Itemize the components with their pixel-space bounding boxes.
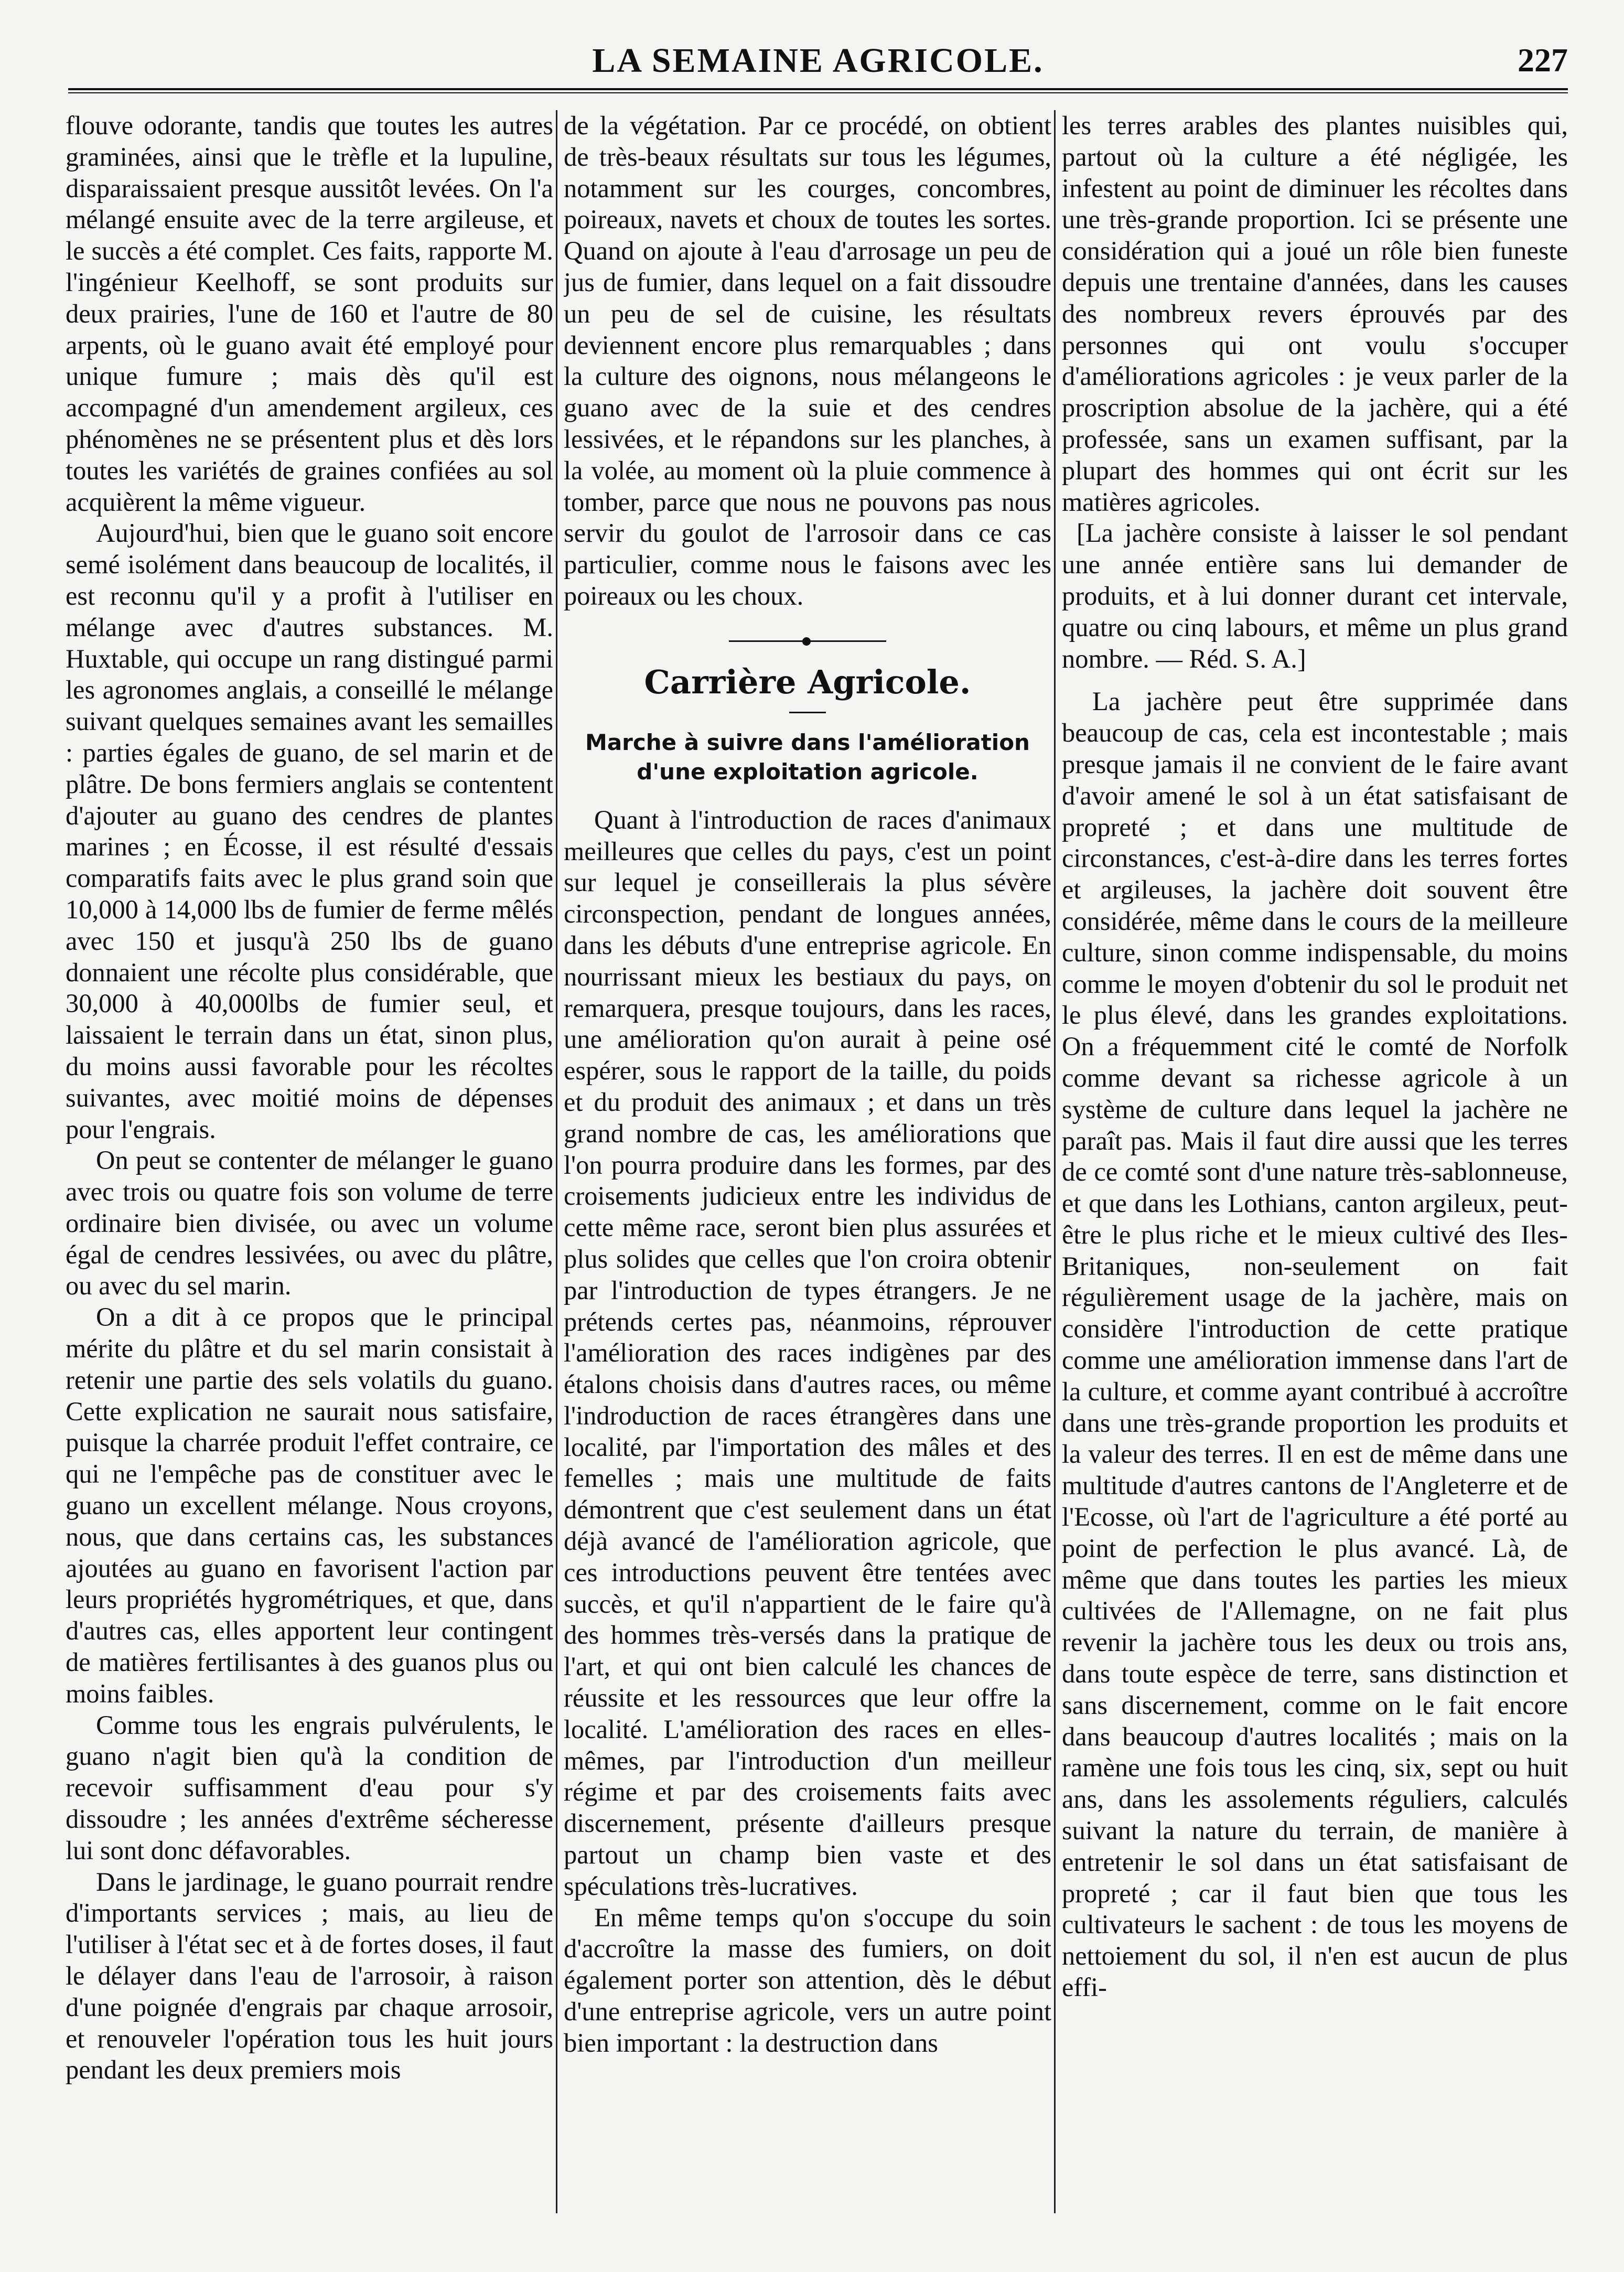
section-separator (729, 637, 886, 645)
paragraph: En même temps qu'on s'occupe du soin d'accroître la masse des fumiers, on doit également porter son attention, dès le début d'une entreprise agricole, vers un autre point bien important : la destruction dans (564, 1902, 1051, 2057)
paragraph: Aujourd'hui, bien que le guano soit encore semé isolément dans beaucoup de localités, il est reconnu qu'il y a profit à l'utiliser en mélange avec d'autres substances. M. Huxtable, qui occupe un rang distingué parmi les agronomes anglais, a conseillé le mélange suivant quelques semaines avant les semailles : parties égales de guano, de sel marin et de plâtre. De bons fermiers anglais se contentent d'ajouter au guano des cendres de plantes marines ; en Écosse, il est résulté d'essais comparatifs faits avec le plus grand soin que 10,000 à 14,000 lbs de fumier de ferme mêlés avec 150 et jusqu'à 250 lbs de guano donnaient une récolte plus considérable, que 30,000 à 40,000lbs de fumier seul, et laissaient le terrain dans un état, sinon plus, du moins aussi favorable pour les récoltes suivantes, avec moitié moins de dépenses pour l'engrais. (66, 518, 553, 1144)
paragraph: les terres arables des plantes nuisibles qui, partout où la culture a été négligée, les infestent au point de diminuer les récoltes dans une très-grande proportion. Ici se présente une considération qui a joué un rôle bien funeste depuis une trentaine d'années, dans les causes des nombreux revers éprouvés par des personnes qui ont voulu s'occuper d'améliorations agricoles : je veux parler de la proscription absolue de la jachère, qui a été professée, sans un examen suffisant, par la plupart des hommes qui ont écrit sur les matières agricoles. (1062, 111, 1568, 517)
column-1 (66, 110, 553, 2219)
paragraph: Comme tous les engrais pulvérulents, le guano n'agit bien qu'à la condition de recevoir suffisamment d'eau pour s'y dissoudre ; les années d'extrême sécheresse lui sont donc défavorables. (66, 1710, 553, 1865)
paragraph: flouve odorante, tandis que toutes les autres graminées, ainsi que le trèfle et la lupuline, disparaissaient presque aussitôt levées. On l'a mélangé ensuite avec de la terre argileuse, et le succès a été complet. Ces faits, rapporte M. l'ingénieur Keelhoff, se sont produits sur deux prairies, l'une de 160 et l'autre de 80 arpents, où le guano avait été employé pour unique fumure ; mais dès qu'il est accompagné d'un amendement argileux, ces phénomènes ne se présentent plus et dès lors toutes les variétés de graines confiées au sol acquièrent la même vigueur. (66, 111, 553, 517)
title-rule (789, 712, 826, 713)
column-2 (564, 110, 1051, 2219)
page-header (68, 37, 1568, 84)
paragraph: de la végétation. Par ce procédé, on obtient de très-beaux résultats sur tous les légumes, notamment sur les courges, concombres, poireaux, navets et choux de toutes les sortes. Quand on ajoute à l'eau d'arrosage un peu de jus de fumier, dans lequel on a fait dissoudre un peu de sel de cuisine, les résultats deviennent encore plus remarquables ; dans la culture des oignons, nous mélangeons le guano avec de la suie et des cendres lessivées, et le répandons sur les planches, à la volée, au moment où la pluie commence à tomber, parce que nous ne pouvons pas nous servir du goulot de l'arrosoir dans ce cas particulier, comme nous le faisons avec les poireaux ou les choux. (564, 111, 1051, 610)
header-rule (68, 88, 1568, 90)
page-number: 227 (1518, 41, 1568, 79)
paragraph: On a dit à ce propos que le principal mérite du plâtre et du sel marin consistait à retenir une partie des sels volatils du guano. Cette explication ne saurait nous satisfaire, puisque la charrée produit l'effet contraire, ce qui ne l'empêche pas de constituer avec le guano un excellent mélange. Nous croyons, nous, que dans certains cas, les substances ajoutées au guano en favorisent l'action par leurs propriétés hygrométriques, et que, dans d'autres cas, elles apportent leur contingent de matières fertilisantes à des guanos plus ou moins faibles. (66, 1302, 553, 1708)
journal-title: LA SEMAINE AGRICOLE. (592, 41, 1044, 80)
article-subtitle: Marche à suivre dans l'amélioration d'une exploitation agricole. (585, 729, 1030, 785)
section-title: Carrière Agricole. (644, 662, 971, 701)
paragraph: Quant à l'introduction de races d'animaux meilleures que celles du pays, c'est un point sur lequel je conseillerais la plus sévère circonspection, pendant de longues années, dans les débuts d'une entreprise agricole. En nourrissant mieux les bestiaux du pays, on remarquera, presque toujours, dans les races, une amélioration qu'on aurait à peine osé espérer, sous le rapport de la taille, du poids et du produit des animaux ; et dans un très grand nombre de cas, les améliorations que l'on pourra produire dans les formes, par des croisements judicieux entre les individus de cette même race, seront bien plus assurées et plus solides que celles que l'on croira obtenir par l'introduction de types étrangers. Je ne prétends certes pas, néanmoins, réprouver l'amélioration des races indigènes par des étalons choisis dans d'autres races, ou même l'indroduction de races étrangères dans une localité, par l'importation des mâles et des femelles ; mais une multitude de faits démontrent que c'est seulement dans un état déjà avancé de l'amélioration agricole, que ces introductions peuvent être tentées avec succès, et qu'il n'appartient de le faire qu'à des hommes très-versés dans la pratique de l'art, et qui ont bien calculé les chances de réussite et les ressources que leur offre la localité. L'amélioration des races en elles-mêmes, par l'introduction d'un meilleur régime et par des croisements faits avec discernement, présente d'ailleurs presque partout un champ bien vaste et des spéculations très-lucratives. (564, 805, 1051, 1901)
paragraph: On peut se contenter de mélanger le guano avec trois ou quatre fois son volume de terre ordinaire bien divisée, ou avec un volume égal de cendres lessivées, ou avec du plâtre, ou avec du sel marin. (66, 1145, 553, 1301)
column-3 (1062, 110, 1568, 2219)
header-rule-thin (68, 92, 1568, 93)
paragraph: La jachère peut être supprimée dans beaucoup de cas, cela est incontestable ; mais presque jamais il ne convient de le faire avant d'avoir amené le sol à un état satisfaisant de propreté ; et dans une multitude de circonstances, c'est-à-dire dans les terres fortes et argileuses, la jachère doit souvent être considérée, même dans le cours de la meilleure culture, sinon comme indispensable, du moins comme le moyen d'obtenir du sol le produit net le plus élevé, dans les grandes exploitations. On a fréquemment cité le comté de Norfolk comme devant sa richesse agricole à un système de culture dans lequel la jachère ne paraît pas. Mais il faut dire aussi que les terres de ce comté sont d'une nature très-sablonneuse, et que dans les Lothians, canton argileux, peut-être le plus riche et le mieux cultivé des Iles-Britaniques, non-seulement on fait régulièrement usage de la jachère, mais on considère l'introduction de cette pratique comme une amélioration immense dans l'art de la culture, et comme ayant contribué à accroître dans une très-grande proportion les produits et la valeur des terres. Il en est de même dans une multitude d'autres cantons de l'Angleterre et de l'Ecosse, où l'art de l'agriculture a été porté au point de perfection le plus avancé. Là, de même que dans toutes les parties les mieux cultivées de l'Allemagne, on ne fait plus revenir la jachère tous les deux ou trois ans, dans toute espèce de terre, sans distinction et sans discernement, comme on le fait encore dans beaucoup d'autres localités ; mais on la ramène une fois tous les cinq, six, sept ou huit ans, dans les assolements réguliers, calculés suivant la nature du terrain, de manière à entretenir le sol dans un état satisfaisant de propreté ; car il faut bien que tous les cultivateurs le sachent : de tous les moyens de nettoiement du sol, il n'en est aucun de plus effi- (1062, 687, 1568, 2002)
editor-note: [La jachère consiste à laisser le sol pendant une année entière sans lui demander de produits, et à lui donner durant cet intervale, quatre ou cinq labours, et même un plus grand nombre. — Réd. S. A.] (1062, 518, 1568, 673)
column-divider (1054, 110, 1056, 2213)
column-divider (556, 110, 557, 2213)
paragraph: Dans le jardinage, le guano pourrait rendre d'importants services ; mais, au lieu de l'utiliser à l'état sec et à de fortes doses, il faut le délayer dans l'eau de l'arrosoir, à raison d'une poignée d'engrais par chaque arrosoir, et renouveler l'opération tous les huit jours pendant les deux premiers mois (66, 1867, 553, 2085)
